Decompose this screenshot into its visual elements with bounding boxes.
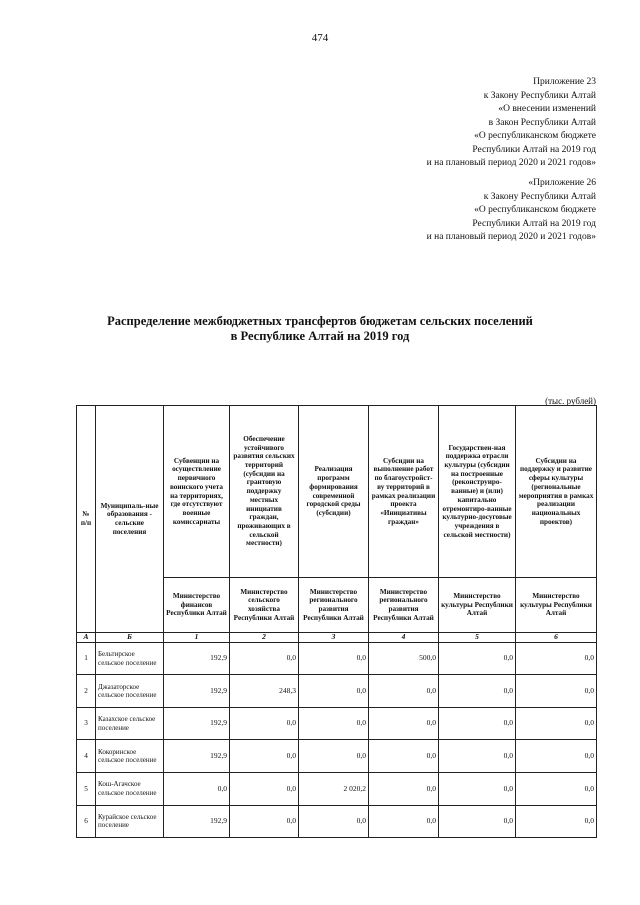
row-value: 0,0	[230, 773, 299, 806]
header-column-title: Обеспечение устойчивого развития сельских территорий (субсидии на грантовую поддержку местных инициатив граждан, проживающих в сельской местности)	[230, 406, 299, 578]
header-ministry: Министерство финансов Республики Алтай	[164, 578, 230, 633]
row-value: 0,0	[299, 675, 369, 708]
appendix-line: к Закону Республики Алтай	[483, 191, 596, 202]
row-municipality: Кош-Агачское сельское поселение	[96, 773, 164, 806]
row-value: 192,9	[164, 707, 230, 740]
row-municipality: Казахское сельское поселение	[96, 707, 164, 740]
appendix-line: «О внесении изменений	[498, 104, 596, 114]
row-value: 0,0	[299, 805, 369, 838]
row-value: 0,0	[230, 740, 299, 773]
row-value: 0,0	[439, 740, 516, 773]
appendix-line: к Закону Республики Алтай	[483, 90, 596, 101]
row-value: 0,0	[369, 773, 439, 806]
row-index: 3	[77, 707, 96, 740]
row-value: 0,0	[230, 805, 299, 838]
table-row	[77, 707, 597, 740]
header-row-numbering	[77, 633, 597, 643]
numbering-cell: 1	[164, 633, 230, 643]
row-value: 248,3	[230, 675, 299, 708]
table-row	[77, 805, 597, 838]
numbering-cell: 2	[230, 633, 299, 643]
appendix-line: «Приложение 26	[528, 178, 596, 188]
row-value: 0,0	[299, 707, 369, 740]
appendix-line: Приложение 23	[533, 77, 596, 87]
numbering-cell: 6	[516, 633, 597, 643]
row-value: 0,0	[439, 773, 516, 806]
row-value: 0,0	[299, 642, 369, 675]
row-index: 4	[77, 740, 96, 773]
table-row	[77, 642, 597, 675]
row-municipality: Курайское сельское поселение	[96, 805, 164, 838]
row-value: 192,9	[164, 805, 230, 838]
row-value: 0,0	[369, 740, 439, 773]
row-value: 0,0	[230, 642, 299, 675]
row-value: 0,0	[369, 805, 439, 838]
numbering-cell: 5	[439, 633, 516, 643]
appendix-line: и на плановый период 2020 и 2021 годов»	[426, 232, 596, 242]
row-value: 0,0	[516, 642, 597, 675]
row-value: 0,0	[439, 675, 516, 708]
header-ministry: Министерство культуры Республики Алтай	[439, 578, 516, 633]
title-line-1: Распределение межбюджетных трансфертов бюджетам сельских поселений	[107, 314, 533, 328]
row-value: 0,0	[516, 773, 597, 806]
row-municipality: Кокоринское сельское поселение	[96, 740, 164, 773]
header-ministry: Министерство регионального развития Республики Алтай	[369, 578, 439, 633]
row-value: 0,0	[516, 707, 597, 740]
row-value: 0,0	[164, 773, 230, 806]
row-value: 0,0	[516, 740, 597, 773]
row-value: 0,0	[369, 707, 439, 740]
row-value: 192,9	[164, 675, 230, 708]
row-index: 6	[77, 805, 96, 838]
appendix-line: и на плановый период 2020 и 2021 годов»	[426, 158, 596, 168]
row-value: 0,0	[299, 740, 369, 773]
header-column-title: Субвенции на осуществление первичного воинского учета на территориях, где отсутствуют военные комиссариаты	[164, 406, 230, 578]
row-municipality: Бельтирское сельское поселение	[96, 642, 164, 675]
header-ministry: Министерство культуры Республики Алтай	[516, 578, 597, 633]
numbering-cell: Б	[96, 633, 164, 643]
header-municipality: Муниципаль-ные образования - сельские поселения	[96, 406, 164, 633]
header-column-title: Государствен-ная поддержка отрасли культуры (субсидии на построенные (реконструиро-ванные) и (или) капитально отремонтиро-ванные культурно-досуговые учреждения в сельской местности)	[439, 406, 516, 578]
numbering-cell: А	[77, 633, 96, 643]
appendix-note-26	[427, 177, 596, 245]
row-value: 0,0	[439, 642, 516, 675]
row-index: 5	[77, 773, 96, 806]
transfers-table	[76, 405, 597, 838]
table-row	[77, 740, 597, 773]
row-value: 192,9	[164, 642, 230, 675]
appendix-line: в Закон Республики Алтай	[488, 117, 596, 128]
row-municipality: Джазаторское сельское поселение	[96, 675, 164, 708]
header-column-title: Субсидии на поддержку и развитие сферы культуры (региональные мероприятия в рамках реализации национальных проектов)	[516, 406, 597, 578]
appendix-line: «О республиканском бюджете	[474, 205, 596, 215]
row-value: 0,0	[369, 675, 439, 708]
appendix-line: Республики Алтай на 2019 год	[472, 218, 596, 229]
numbering-cell: 3	[299, 633, 369, 643]
row-value: 2 020,2	[299, 773, 369, 806]
row-value: 0,0	[516, 675, 597, 708]
table-row	[77, 773, 597, 806]
row-index: 1	[77, 642, 96, 675]
header-ministry: Министерство регионального развития Республики Алтай	[299, 578, 369, 633]
header-index: № п/п	[77, 406, 96, 633]
row-index: 2	[77, 675, 96, 708]
header-row-titles	[77, 406, 597, 578]
row-value: 0,0	[516, 805, 597, 838]
appendix-note-23	[427, 76, 596, 171]
header-column-title: Субсидии на выполнение работ по благоустройст-ву территорий в рамках реализации проекта «Инициативы граждан»	[369, 406, 439, 578]
table-row	[77, 675, 597, 708]
page-number: 474	[311, 32, 329, 44]
title-line-2: в Республике Алтай на 2019 год	[230, 329, 410, 343]
row-value: 500,0	[369, 642, 439, 675]
units-label: (тыс. рублей)	[545, 396, 596, 406]
appendix-line: «О республиканском бюджете	[474, 131, 596, 141]
appendix-line: Республики Алтай на 2019 год	[472, 144, 596, 155]
row-value: 0,0	[439, 805, 516, 838]
row-value: 192,9	[164, 740, 230, 773]
row-value: 0,0	[439, 707, 516, 740]
row-value: 0,0	[230, 707, 299, 740]
document-title	[0, 314, 640, 344]
header-column-title: Реализация программ формирования современной городской среды (субсидии)	[299, 406, 369, 578]
header-ministry: Министерство сельского хозяйства Республики Алтай	[230, 578, 299, 633]
numbering-cell: 4	[369, 633, 439, 643]
